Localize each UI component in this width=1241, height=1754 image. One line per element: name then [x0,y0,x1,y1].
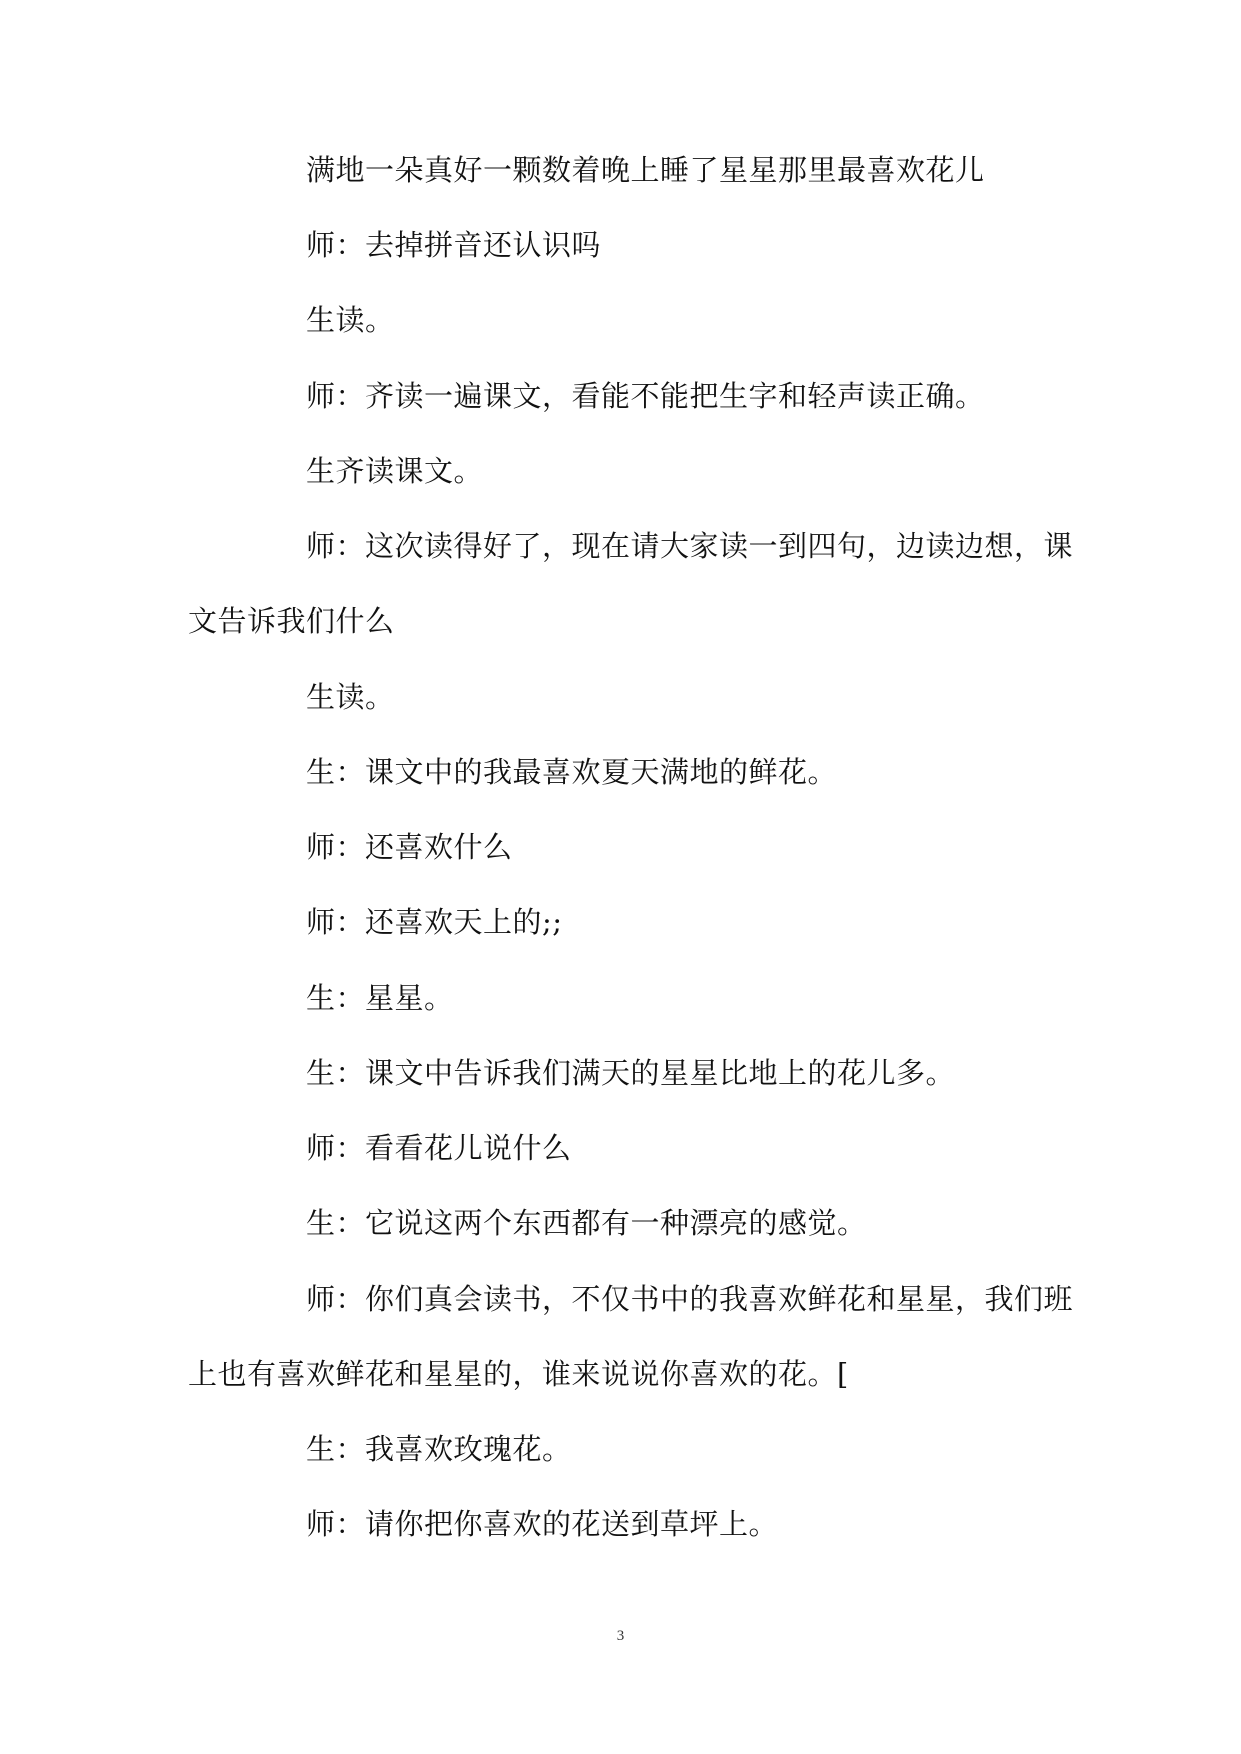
text-line: 师：齐读一遍课文，看能不能把生字和轻声读正确。 [306,379,985,413]
text-line: 师：这次读得好了，现在请大家读一到四句，边读边想，课 [306,529,1074,563]
text-line: 生：课文中告诉我们满天的星星比地上的花儿多。 [306,1056,956,1090]
text-line: 上也有喜欢鲜花和星星的，谁来说说你喜欢的花。[ [188,1357,849,1391]
text-line: 生齐读课文。 [306,454,484,488]
text-line: 师：还喜欢天上的;; [306,905,563,939]
page-number: 3 [616,1628,625,1644]
text-line: 生读。 [306,680,395,714]
text-line: 生读。 [306,303,395,337]
text-line: 满地一朵真好一颗数着晚上睡了星星那里最喜欢花儿 [306,153,985,187]
text-line: 师：还喜欢什么 [306,830,513,864]
text-line: 师：你们真会读书，不仅书中的我喜欢鲜花和星星，我们班 [306,1282,1074,1316]
text-line: 生：它说这两个东西都有一种漂亮的感觉。 [306,1206,867,1240]
text-line: 生：课文中的我最喜欢夏天满地的鲜花。 [306,755,838,789]
text-line: 生：我喜欢玫瑰花。 [306,1432,572,1466]
text-line: 生：星星。 [306,981,454,1015]
text-line: 文告诉我们什么 [188,604,395,638]
text-line: 师：请你把你喜欢的花送到草坪上。 [306,1507,779,1541]
text-line: 师：看看花儿说什么 [306,1131,572,1165]
text-line: 师：去掉拼音还认识吗 [306,228,602,262]
